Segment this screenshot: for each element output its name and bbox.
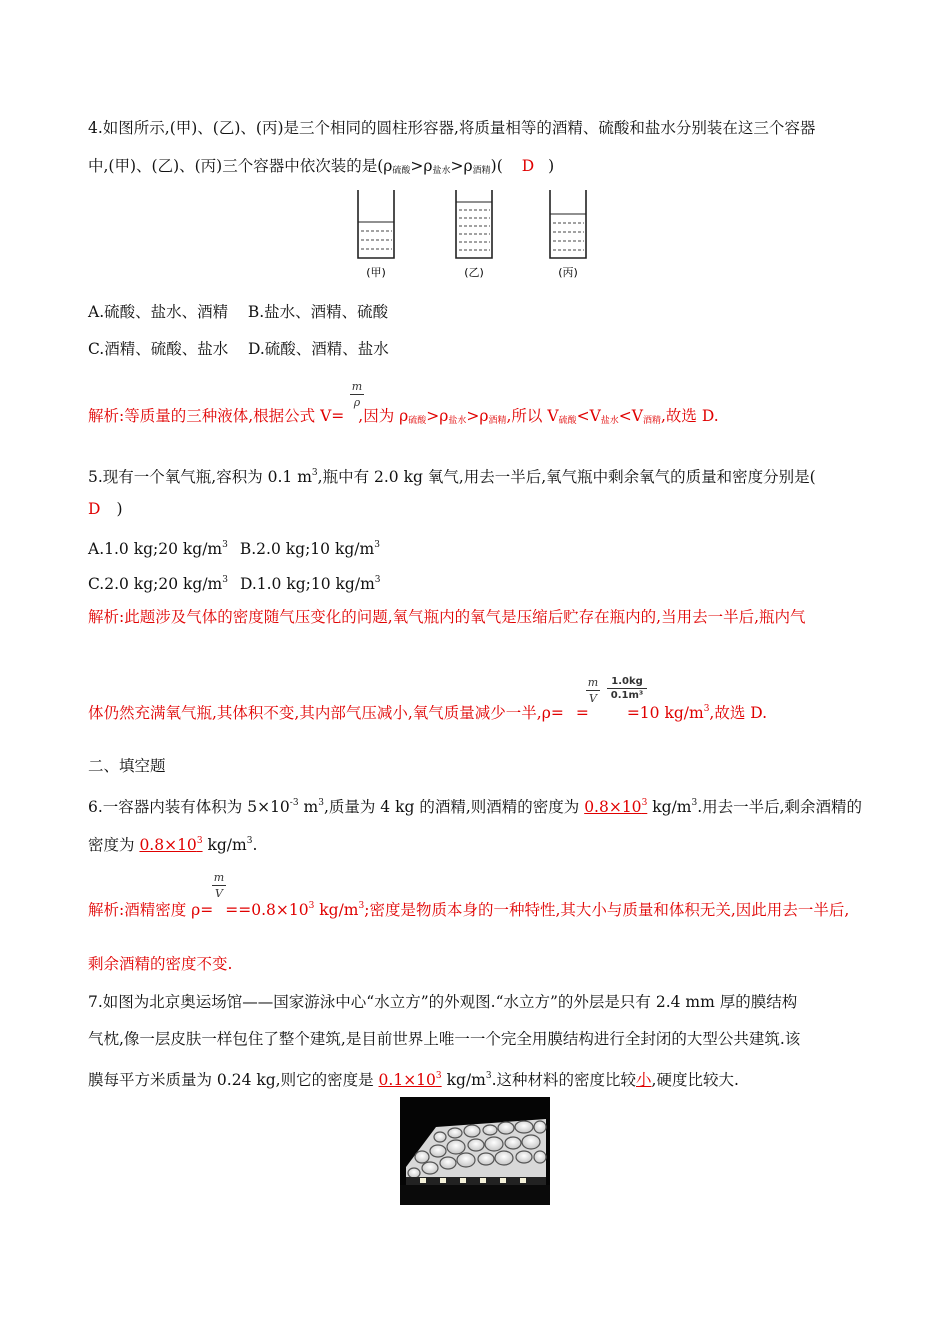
q4-answer: D (521, 157, 535, 175)
q6-stem-line1: 6.一容器内装有体积为 $5\times 10^{-3}$ $m^3$,质量为 4 kg 的酒精,则酒精的密度为 $0.8\times 10^3$ $kg/m^3$.用去一半后,剩余酒精的 (88, 798, 863, 816)
q5-formula-values: 1.0kg 0.1m³ (607, 676, 647, 701)
container-bing (550, 190, 586, 279)
q5-answer: D (88, 500, 101, 518)
q5-options-ab: A.1.0 kg;20 $kg/m^3$ B.2.0 kg;10 $kg/m^3$ (88, 540, 380, 558)
q4-options-cd: C.酒精、硫酸、盐水 D.硫酸、酒精、盐水 (88, 340, 389, 358)
q6-answer-2: $0.8\times 10^3$ (139, 836, 203, 854)
container-jia (358, 190, 394, 279)
q5-analysis-line1: 解析:此题涉及气体的密度随气压变化的问题,氧气瓶内的氧气是压缩后贮存在瓶内的,当用去一半后,瓶内气 (88, 608, 806, 626)
q6-stem-line2: 密度为 $0.8\times 10^3$ $kg/m^3$. (88, 836, 258, 854)
q7-stem-line2: 气枕,像一层皮肤一样包住了整个建筑,是目前世界上唯一一个完全用膜结构进行全封闭的大型公共建筑.该 (88, 1030, 801, 1048)
q6-analysis-line2: 剩余酒精的密度不变. (88, 955, 233, 973)
container-yi (456, 190, 492, 279)
label-jia: (甲) (366, 266, 386, 279)
q5-analysis-line2: 体仍然充满氧气瓶,其体积不变,其内部气压减小,氧气质量减少一半,ρ= = =10 $kg/m^3$,故选 D. (88, 704, 768, 722)
q4-stem-line2: 中,(甲)、(乙)、(丙)三个容器中依次装的是$(\rho_{硫酸}>\rho_{盐水}>\rho_{酒精})$( D ) (88, 157, 555, 176)
label-bing: (丙) (558, 266, 578, 279)
q6-answer-1: $0.8\times 10^3$ (584, 798, 648, 816)
q5-stem-line1: 5.现有一个氧气瓶,容积为 0.1 $m^3$,瓶中有 2.0 kg 氧气,用去一半后,氧气瓶中剩余氧气的质量和密度分别是( (88, 468, 816, 486)
q7-answer-1: $0.1\times 10^3$ (378, 1071, 442, 1089)
q4-containers-figure (350, 186, 600, 286)
q4-analysis: 解析:等质量的三种液体,根据公式 V= ,因为 $\rho_{硫酸}>\rho_{盐水}>\rho_{酒精}$,所以 $V_{硫酸}<V_{盐水}<V_{酒精}$,故选 D. (88, 407, 719, 426)
section-heading: 二、填空题 (88, 757, 166, 775)
q4-stem-line1: 4.如图所示,(甲)、(乙)、(丙)是三个相同的圆柱形容器,将质量相等的酒精、硫酸和盐水分别装在这三个容器 (88, 119, 816, 137)
q6-formula-fraction: m V (213, 871, 225, 900)
label-yi: (乙) (464, 266, 484, 279)
q7-answer-2: 小 (636, 1071, 652, 1089)
q7-stem-line3: 膜每平方米质量为 0.24 kg,则它的密度是 $0.1\times 10^3$ $kg/m^3$.这种材料的密度比较小,硬度比较大. (88, 1071, 739, 1089)
q5-formula-mv: m V (587, 676, 599, 705)
water-cube-photo (400, 1097, 550, 1205)
q4-formula-fraction: m ρ (351, 380, 363, 409)
q6-analysis-line1: 解析:酒精密度 $\rho= ==0.8\times 10^3$ $kg/m^3$;密度是物质本身的一种特性,其大小与质量和体积无关,因此用去一半后, (88, 901, 850, 919)
q4-options-ab: A.硫酸、盐水、酒精 B.盐水、酒精、硫酸 (88, 303, 389, 321)
q5-options-cd: C.2.0 kg;20 $kg/m^3$ D.1.0 kg;10 $kg/m^3$ (88, 575, 381, 593)
q5-stem-line2: D ) (88, 500, 123, 518)
q7-stem-line1: 7.如图为北京奥运场馆——国家游泳中心“水立方”的外观图.“水立方”的外层是只有 2.4 mm 厚的膜结构 (88, 993, 798, 1011)
